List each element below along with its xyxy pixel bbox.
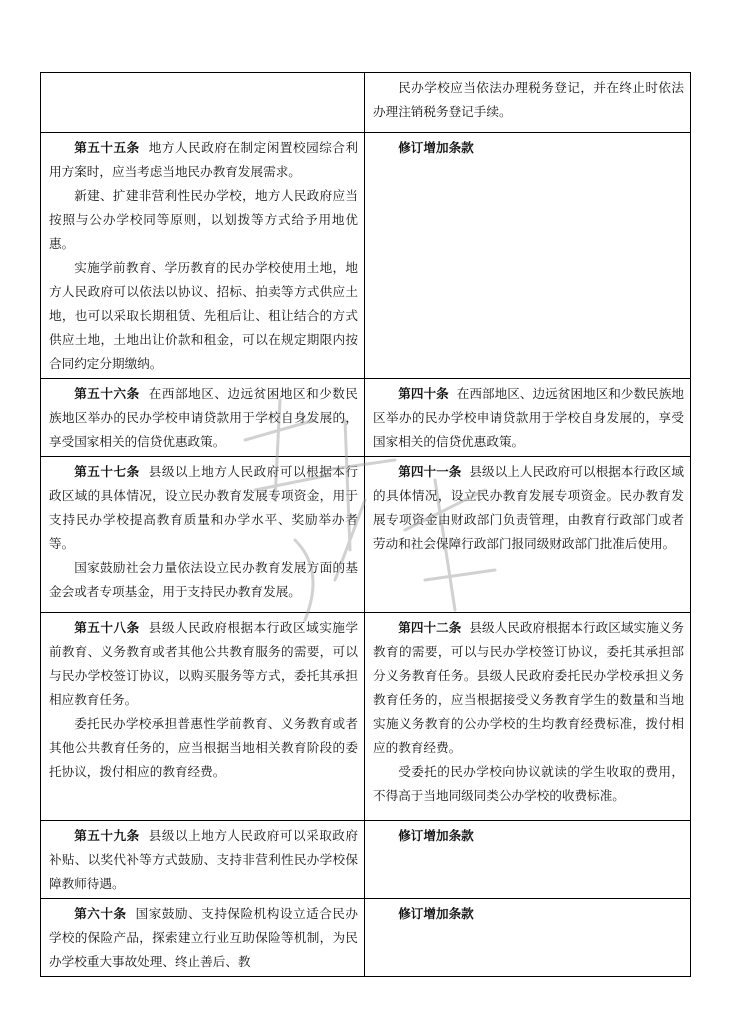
article-text: 县级人民政府根据本行政区域实施学前教育、义务教育或者其他公共教育服务的需要，可以与民办学校签订协议，以购买服务等方式，委托其承担相应教育任务。 xyxy=(49,620,359,707)
original-text-cell xyxy=(365,73,691,133)
article-number: 修订增加条款 xyxy=(398,828,474,843)
article-text: 县级以上人民政府可以根据本行政区域的具体情况，设立民办教育发展专项资金。民办教育发展专项资金由财政部门负责管理，由教育行政部门或者劳动和社会保障行政部门报同级财政部门批准后使用。 xyxy=(373,464,685,551)
article-text: 新建、扩建非营利性民办学校，地方人民政府应当按照与公办学校同等原则，以划拨等方式给予用地优惠。 xyxy=(49,188,358,251)
article-text: 地方人民政府在制定闲置校园综合利用方案时，应当考虑当地民办教育发展需求。 xyxy=(49,140,359,179)
article-number: 修订增加条款 xyxy=(398,906,474,921)
article-number: 第五十八条 xyxy=(74,620,140,635)
table-row xyxy=(41,133,691,379)
article-number: 第四十二条 xyxy=(398,620,462,635)
revised-text-cell xyxy=(41,379,365,457)
original-text-cell xyxy=(365,133,691,379)
table-row xyxy=(41,73,691,133)
article-paragraph xyxy=(49,824,358,896)
table-body xyxy=(41,73,691,977)
article-number: 第四十条 xyxy=(398,386,449,401)
table-row xyxy=(41,613,691,821)
article-text: 受委托的民办学校向协议就读的学生收取的费用，不得高于当地同级同类公办学校的收费标准。 xyxy=(373,764,684,803)
article-paragraph xyxy=(373,460,684,556)
article-paragraph xyxy=(373,136,684,160)
revised-text-cell xyxy=(41,899,365,977)
article-paragraph xyxy=(373,382,684,454)
article-text: 在西部地区、边远贫困地区和少数民族地区举办的民办学校申请贷款用于学校自身发展的，享受国家相关的信贷优惠政策。 xyxy=(49,386,359,449)
article-paragraph xyxy=(49,184,358,256)
table-row xyxy=(41,899,691,977)
table-row xyxy=(41,379,691,457)
article-number: 第六十条 xyxy=(74,906,127,921)
revised-text-cell xyxy=(41,73,365,133)
article-number: 第五十九条 xyxy=(74,828,140,843)
table-row xyxy=(41,821,691,899)
article-paragraph xyxy=(49,136,358,184)
original-text-cell xyxy=(365,379,691,457)
original-text-cell xyxy=(365,899,691,977)
article-paragraph xyxy=(373,616,684,760)
original-text-cell xyxy=(365,457,691,613)
law-comparison-table xyxy=(40,72,691,977)
article-number: 第五十七条 xyxy=(74,464,140,479)
article-text: 国家鼓励社会力量依法设立民办教育发展方面的基金会或者专项基金，用于支持民办教育发展。 xyxy=(49,560,358,599)
article-paragraph xyxy=(49,256,358,376)
revised-text-cell xyxy=(41,821,365,899)
article-paragraph xyxy=(49,712,358,784)
article-text: 在西部地区、边远贫困地区和少数民族地区举办的民办学校申请贷款用于学校自身发展的，享受国家相关的信贷优惠政策。 xyxy=(373,386,685,449)
article-text: 实施学前教育、学历教育的民办学校使用土地，地方人民政府可以依法以协议、招标、拍卖等方式供应土地，也可以采取长期租赁、先租后让、租让结合的方式供应土地，土地出让价款和租金，可以在规定期限内按合同约定分期缴纳。 xyxy=(49,260,358,371)
article-number: 第五十六条 xyxy=(74,386,140,401)
article-text: 委托民办学校承担普惠性学前教育、义务教育或者其他公共教育任务的，应当根据当地相关教育阶段的委托协议，拨付相应的教育经费。 xyxy=(49,716,358,779)
article-number: 第五十五条 xyxy=(74,140,140,155)
revised-text-cell xyxy=(41,457,365,613)
article-text: 民办学校应当依法办理税务登记，并在终止时依法办理注销税务登记手续。 xyxy=(373,80,684,119)
article-text: 县级以上地方人民政府可以根据本行政区域的具体情况，设立民办教育发展专项资金，用于支持民办学校提高教育质量和办学水平、奖励举办者等。 xyxy=(49,464,359,551)
article-paragraph xyxy=(373,760,684,808)
article-paragraph xyxy=(49,902,358,974)
original-text-cell xyxy=(365,821,691,899)
table-row xyxy=(41,457,691,613)
article-paragraph xyxy=(373,76,684,124)
revised-text-cell xyxy=(41,613,365,821)
article-text: 国家鼓励、支持保险机构设立适合民办学校的保险产品，探索建立行业互助保险等机制，为民办学校重大事故处理、终止善后、教 xyxy=(49,906,359,969)
article-number: 修订增加条款 xyxy=(398,140,474,155)
article-paragraph xyxy=(49,616,358,712)
article-paragraph xyxy=(373,824,684,848)
article-text: 县级以上地方人民政府可以采取政府补贴、以奖代补等方式鼓励、支持非营利性民办学校保障教师待遇。 xyxy=(49,828,359,891)
article-paragraph xyxy=(49,460,358,556)
revised-text-cell xyxy=(41,133,365,379)
original-text-cell xyxy=(365,613,691,821)
article-paragraph xyxy=(373,902,684,926)
article-paragraph xyxy=(49,556,358,604)
article-number: 第四十一条 xyxy=(398,464,462,479)
article-text: 县级人民政府根据本行政区域实施义务教育的需要，可以与民办学校签订协议，委托其承担部分义务教育任务。县级人民政府委托民办学校承担义务教育任务的，应当根据接受义务教育学生的数量和当地实施义务教育的公办学校的生均教育经费标准，拨付相应的教育经费。 xyxy=(373,620,685,755)
article-paragraph xyxy=(49,382,358,454)
